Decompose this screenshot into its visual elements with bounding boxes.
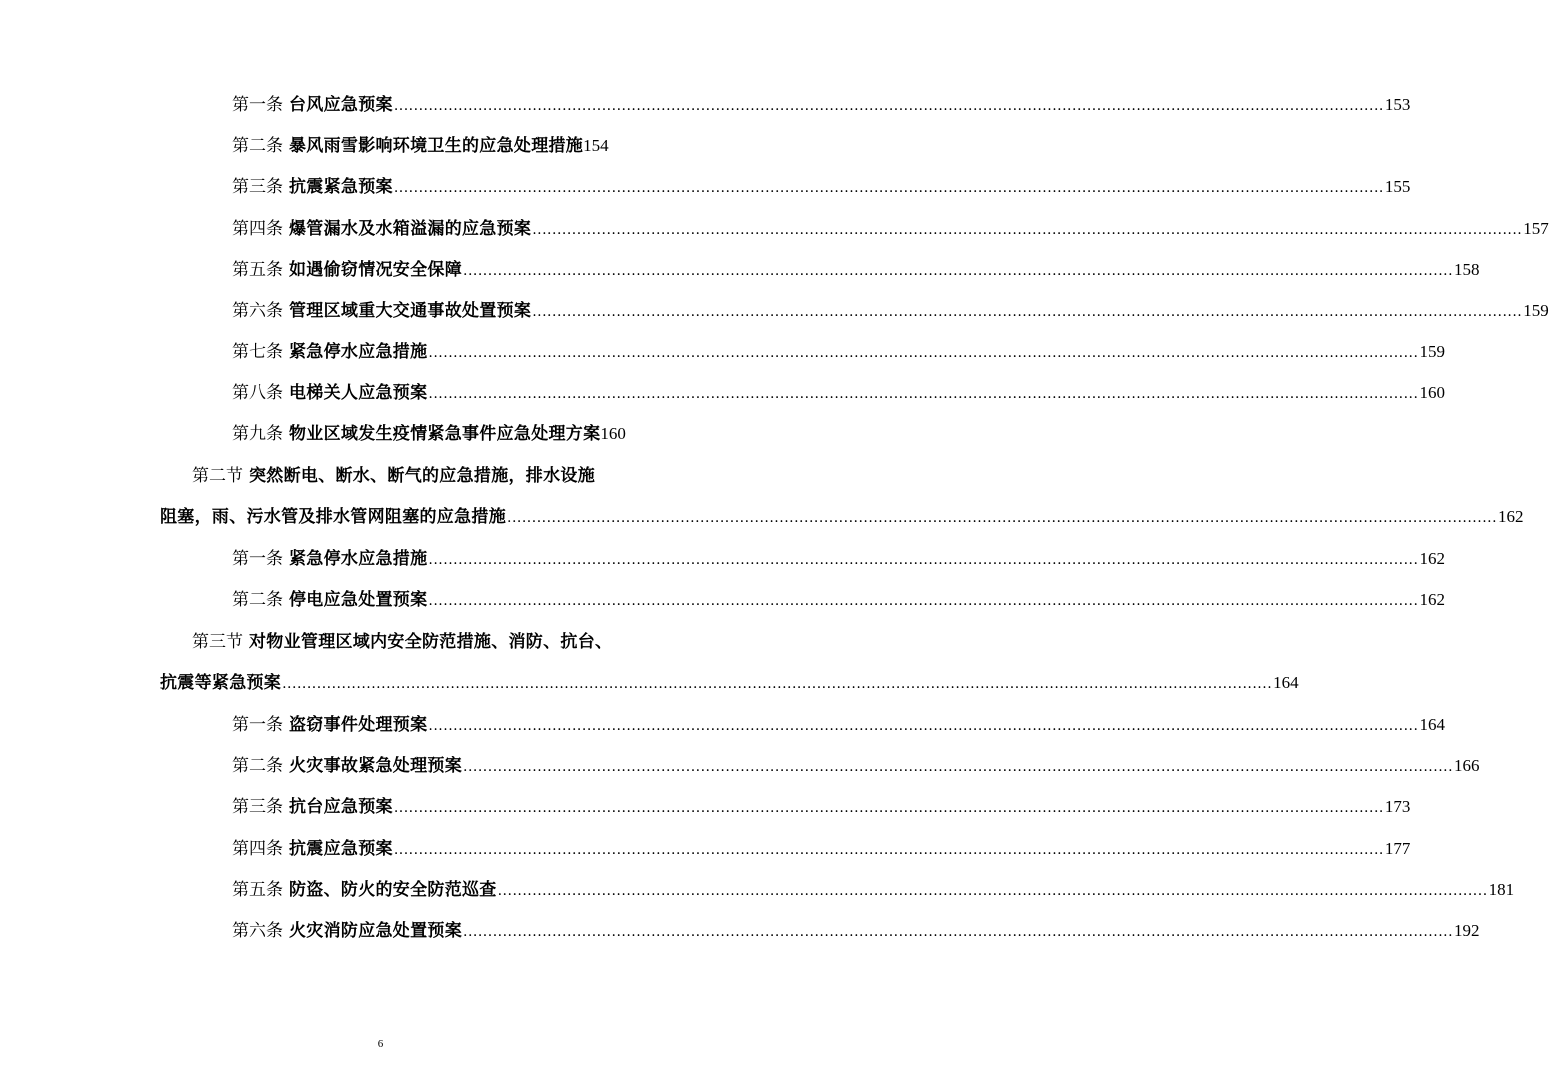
toc-entry-page: 173 (1384, 797, 1411, 816)
toc-leader-dots: ........................................................................................................................................................................................................ (282, 676, 1273, 692)
toc-leader-dots: ........................................................................................................................................................................................................ (393, 180, 1384, 196)
toc-leader-dots: ........................................................................................................................................................................................................ (532, 222, 1523, 238)
toc-entry-number: 第三条 (232, 797, 283, 817)
toc-entry-page: 162 (1498, 507, 1524, 526)
toc-entry-page: 192 (1454, 921, 1480, 940)
toc-leader-dots: ........................................................................................................................................................................................................ (428, 345, 1419, 361)
toc-entry (232, 834, 1411, 864)
toc-entry-title: 抗震等紧急预案 (160, 673, 282, 693)
toc-entry (232, 255, 1480, 285)
toc-entry-title: 停电应急处置预案 (289, 590, 428, 610)
toc-entry-number: 第五条 (232, 880, 283, 900)
toc-entry (232, 378, 1445, 408)
toc-entry-page: 154 (583, 136, 609, 155)
toc-section-line (192, 627, 641, 657)
toc-entry-title: 电梯关人应急预案 (289, 383, 428, 403)
toc-entry-page: 153 (1384, 95, 1411, 114)
toc-entry (232, 751, 1480, 781)
toc-leader-dots: ........................................................................................................................................................................................................ (428, 552, 1419, 568)
toc-entry-title: 抗震紧急预案 (289, 177, 393, 197)
toc-leader-dots: ........................................................................................................................................................................................................ (428, 718, 1419, 734)
toc-entry (232, 710, 1445, 740)
toc-leader-dots: ........................................................................................................................................................................................................ (428, 386, 1419, 402)
toc-entry-number: 第四条 (232, 839, 283, 859)
toc-entry-number: 第七条 (232, 342, 283, 362)
toc-entry-page: 164 (1419, 715, 1445, 734)
toc-entry (232, 90, 1411, 120)
toc-leader-dots: ........................................................................................................................................................................................................ (463, 263, 1454, 279)
toc-entry-page: 159 (1523, 301, 1549, 320)
toc-leader-dots: ........................................................................................................................................................................................................ (428, 593, 1419, 609)
toc-leader-dots: ........................................................................................................................................................................................................ (463, 924, 1454, 940)
toc-entry-title: 火灾事故紧急处理预案 (289, 756, 462, 776)
toc-leader-dots: ........................................................................................................................................................................................................ (463, 759, 1454, 775)
toc-entry-page: 166 (1454, 756, 1480, 775)
toc-entry-title: 暴风雨雪影响环境卫生的应急处理措施 (289, 136, 584, 156)
page-number: 6 (377, 1038, 384, 1050)
toc-entry-page: 158 (1454, 260, 1480, 279)
toc-entry (232, 544, 1445, 574)
toc-entry-number: 第九条 (232, 424, 283, 444)
toc-entry-page: 181 (1488, 880, 1515, 899)
toc-entry-number: 第二条 (232, 756, 283, 776)
toc-entry (232, 337, 1445, 367)
toc-entry-number: 第六条 (232, 301, 283, 321)
toc-entry-number: 第一条 (232, 95, 283, 115)
toc-entry-title: 盗窃事件处理预案 (289, 715, 428, 735)
toc-entry-title: 抗震应急预案 (289, 839, 393, 859)
toc-entry (232, 916, 1480, 946)
toc-leader-dots: ........................................................................................................................................................................................................ (507, 510, 1498, 526)
toc-entry-title: 防盗、防火的安全防范巡查 (289, 880, 497, 900)
toc-entry-number: 第二条 (232, 590, 283, 610)
toc-entry-page: 159 (1419, 342, 1445, 361)
toc-entry-title: 爆管漏水及水箱溢漏的应急预案 (289, 219, 532, 239)
toc-entry-number: 第一条 (232, 715, 283, 735)
toc-entry (232, 214, 1549, 244)
toc-entry-number: 第三条 (232, 177, 283, 197)
toc-entry (232, 585, 1445, 615)
toc-leader-dots: ........................................................................................................................................................................................................ (393, 842, 1384, 858)
toc-entry-number: 第一条 (232, 549, 283, 569)
toc-entry-title: 如遇偷窃情况安全保障 (289, 260, 462, 280)
toc-leader-dots: ........................................................................................................................................................................................................ (393, 800, 1384, 816)
toc-entry-page: 157 (1523, 219, 1549, 238)
toc-entry (232, 172, 1411, 202)
toc-entry-number: 第四条 (232, 219, 283, 239)
toc-section-line (192, 461, 641, 491)
toc-entry-page: 177 (1384, 839, 1411, 858)
toc-entry-page: 160 (600, 424, 626, 443)
toc-entry-number: 第二节 (192, 466, 243, 486)
toc-entry-number: 第六条 (232, 921, 283, 941)
toc-entry-number: 第五条 (232, 260, 283, 280)
toc-entry-title: 抗台应急预案 (289, 797, 393, 817)
toc-entry-number: 第三节 (192, 632, 243, 652)
toc-entry-page: 160 (1419, 383, 1445, 402)
toc-entry-title: 物业区域发生疫情紧急事件应急处理方案 (289, 424, 601, 444)
toc-entry-title: 管理区域重大交通事故处置预案 (289, 301, 532, 321)
toc-section-line (160, 502, 1524, 532)
toc-leader-dots: ........................................................................................................................................................................................................ (393, 98, 1384, 114)
toc-entry-title: 紧急停水应急措施 (289, 342, 428, 362)
toc-entry-title: 台风应急预案 (289, 95, 393, 115)
toc-entry (232, 419, 641, 449)
toc-entry (232, 296, 1549, 326)
toc-leader-dots: ........................................................................................................................................................................................................ (497, 883, 1488, 899)
toc-entry (232, 875, 1515, 905)
toc-entry-page: 155 (1384, 177, 1411, 196)
toc-leader-dots: ........................................................................................................................................................................................................ (532, 304, 1523, 320)
toc-entry-title: 紧急停水应急措施 (289, 549, 428, 569)
toc-entry-title: 火灾消防应急处置预案 (289, 921, 462, 941)
toc-entry (232, 792, 1411, 822)
toc-entry-number: 第八条 (232, 383, 283, 403)
toc-entry-title: 阻塞，雨、污水管及排水管网阻塞的应急措施 (160, 507, 506, 527)
toc-entry-page: 164 (1273, 673, 1299, 692)
toc-entry-title: 突然断电、断水、断气的应急措施，排水设施 (249, 466, 595, 486)
toc-entry-page: 162 (1419, 549, 1445, 568)
toc-entry-page: 162 (1419, 590, 1445, 609)
toc-entry (232, 131, 641, 161)
toc-entry-number: 第二条 (232, 136, 283, 156)
toc-entry-title: 对物业管理区域内安全防范措施、消防、抗台、 (249, 632, 613, 652)
toc-section-line (160, 668, 1299, 698)
